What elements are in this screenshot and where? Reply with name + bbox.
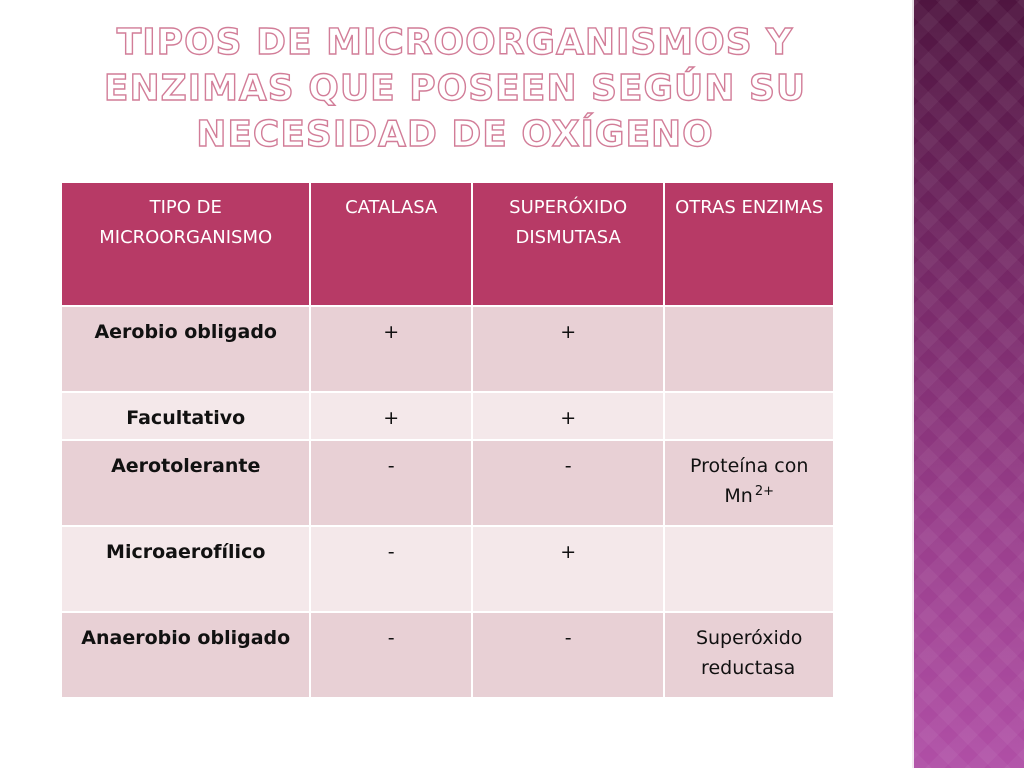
table-row [61,526,834,612]
header-catalasa: CATALASA [310,182,472,306]
cell-sod: - [472,612,664,698]
table-row [61,612,834,698]
cell-catalasa: - [310,440,472,526]
cell-tipo: Anaerobio obligado [61,612,310,698]
enzyme-table [60,181,835,699]
cell-sod: + [472,526,664,612]
cell-tipo: Aerotolerante [61,440,310,526]
cell-sod: - [472,440,664,526]
cell-tipo: Microaerofílico [61,526,310,612]
header-tipo: TIPO DE MICROORGANISMO [61,182,310,306]
cell-catalasa: - [310,612,472,698]
header-otras-enzimas: OTRAS ENZIMAS [664,182,834,306]
cell-catalasa: + [310,392,472,440]
cell-otras-text: Proteína con Mn [689,455,809,507]
slide-title: TIPOS DE MICROORGANISMOS Y ENZIMAS QUE POSEEN SEGÚN SU NECESIDAD DE OXÍGENO [103,22,807,155]
table-row [61,392,834,440]
table-header-row [61,182,834,306]
cell-otras [664,526,834,612]
cell-tipo: Aerobio obligado [61,306,310,392]
cell-sod: + [472,392,664,440]
cell-catalasa: + [310,306,472,392]
cell-otras [664,440,834,526]
decorative-side-strip [912,0,1024,768]
cell-sod: + [472,306,664,392]
cell-otras-superscript: 2+ [754,484,774,499]
cell-otras-text: Superóxido reductasa [695,627,803,679]
table-row [61,440,834,526]
cell-otras [664,392,834,440]
cell-tipo: Facultativo [61,392,310,440]
table-row [61,306,834,392]
cell-catalasa: - [310,526,472,612]
cell-otras [664,306,834,392]
cell-otras [664,612,834,698]
header-superoxido-dismutasa: SUPERÓXIDO DISMUTASA [472,182,664,306]
